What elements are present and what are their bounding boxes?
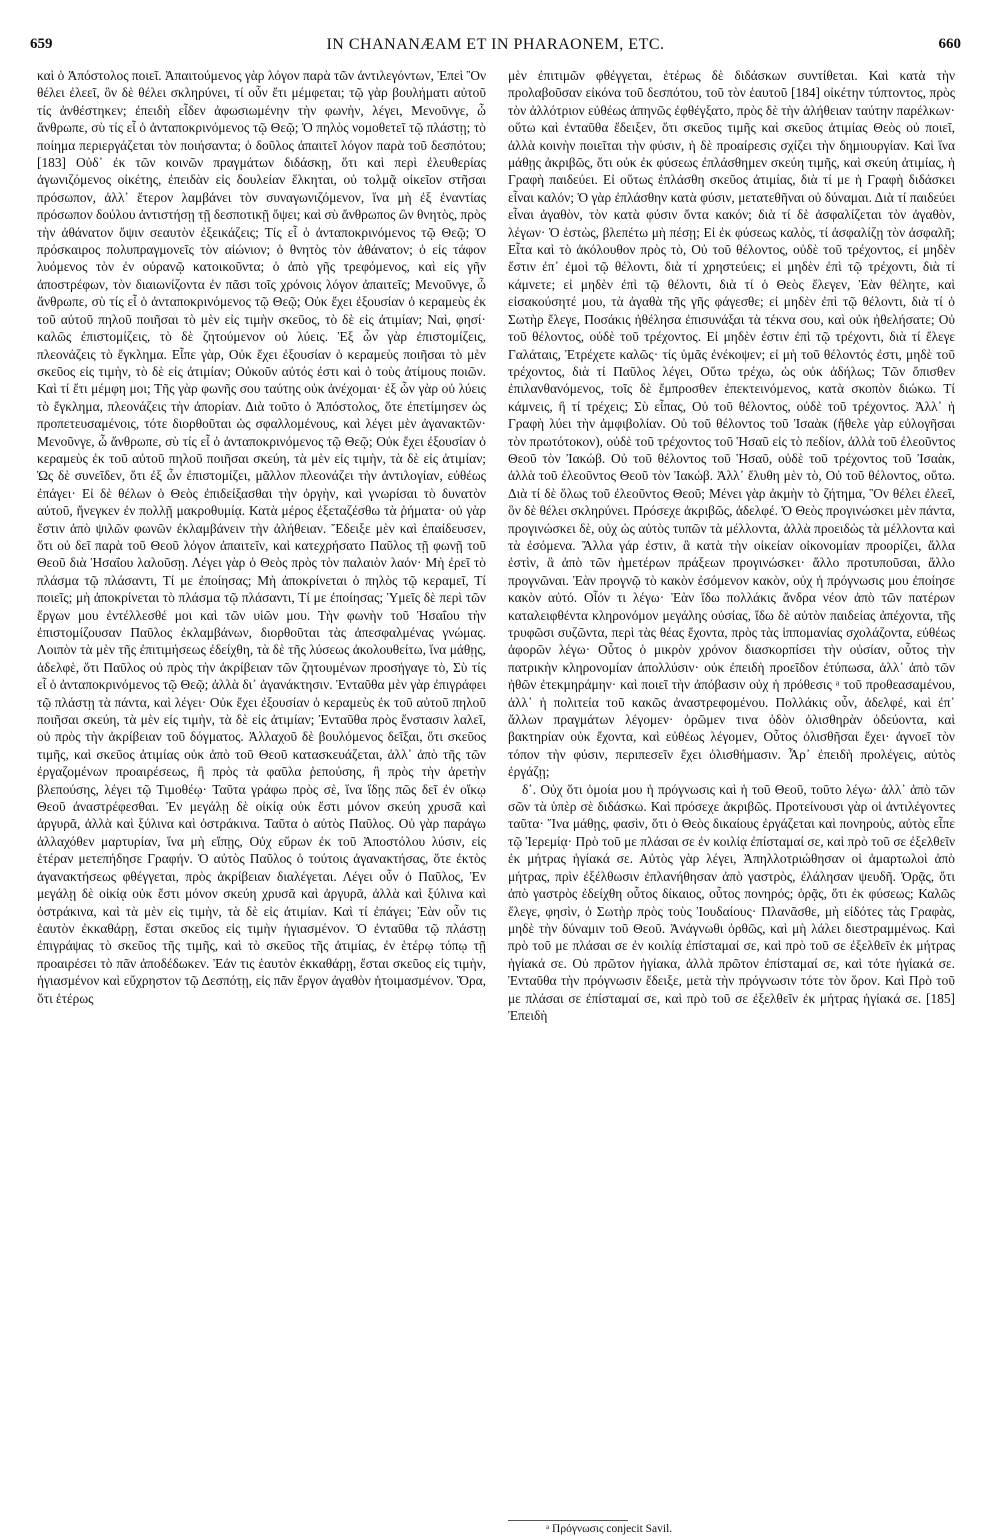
footnote-rule	[508, 1520, 628, 1521]
page-header	[30, 36, 961, 62]
left-column	[37, 67, 486, 1007]
page-number-right: 660	[938, 36, 961, 52]
right-column-paragraph: δ᾽. Οὐχ ὅτι ὁμοία μου ἡ πρόγνωσις καὶ ἡ τοῦ Θεοῦ, τοῦτο λέγω· ἀλλ᾽ ἀπὸ τῶν σῶν τὰ ὑπὲρ σὲ διδάσκω. Καὶ πρόσεχε ἀκριβῶς. Προτείνουσι γὰρ οἱ ἀντιλέγοντες ταῦτα· Ἵνα μάθῃς, φασὶν, ὅτι ὁ Θεὸς δικαίους ἐργάζεται καὶ πονηροὺς, αὐτὸς εἶπε τῷ Ἱερεμίᾳ· Πρὸ τοῦ με πλάσαι σε ἐν κοιλίᾳ ἐπίσταμαί σε, καὶ πρὸ τοῦ σε ἐξελθεῖν ἐκ μήτρας ἡγίακά σε. Αὐτὸς γὰρ λέγει, Ἀπηλλοτριώθησαν οἱ ἁμαρτωλοὶ ἀπὸ μήτρας, πρὶν ἐξέλθωσιν ἐπλανήθησαν ἀπὸ γαστρὸς, ἐλάλησαν ψευδῆ. Ὁρᾷς, ὅτι ἀπὸ γαστρὸς ἐδείχθη οὗτος δίκαιος, οὗτος πονηρός; ὁρᾷς, ὅτι ἐκ φύσεως; Καλῶς ἔλεγε, φησὶν, ὁ Σωτὴρ πρὸς τοὺς Ἰουδαίους· Πλανᾶσθε, μὴ εἰδότες τὰς Γραφὰς, μηδὲ τὴν δύναμιν τοῦ Θεοῦ. Ἀνάγνωθι ὀρθῶς, καὶ μὴ λάλει διεστραμμένως. Καὶ πρὸ τοῦ με πλάσαι σε ἐν κοιλίᾳ ἐπίσταμαί σε, καὶ πρὸ τοῦ σε ἐξελθεῖν ἐκ μήτρας ἡγίακά σε. Οὐ πρῶτον ἡγίακα, ἀλλὰ πρῶτον ἐπίσταμαί σε, καὶ τότε ἡγίακά σε. Ἐνταῦθα τὴν πρόγνωσιν ἔδειξε, μετὰ τὴν πρόγνωσιν τότε τὸν ὅρον. Καὶ Πρὸ τοῦ με πλάσαι σε ἐπίσταμαί σε, καὶ πρὸ τοῦ σε ἐξελθεῖν ἐκ μήτρας ἡγίακά σε. [185] Ἐπειδὴ	[508, 781, 955, 1023]
running-title: IN CHANANÆAM ET IN PHARAONEM, ETC.	[326, 36, 665, 53]
right-column	[508, 67, 955, 1024]
page-number-left: 659	[30, 36, 53, 52]
right-column-paragraph: μὲν ἐπιτιμῶν φθέγγεται, ἑτέρως δὲ διδάσκων συντίθεται. Καὶ κατὰ τὴν προλαβοῦσαν εἰκόνα τοῦ δεσπότου, τοῦ τὸν ἑαυτοῦ [184] οἰκέτην τύπτοντος, πρὸς τὸν ἀλλότριον εὐθέως ἀπηνῶς ἐφθέγξατο, πρὸς δὲ τὴν ἀλήθειαν ταύτην παρέλκων· οὕτω καὶ ἐνταῦθα ἔδειξεν, ὅτι σκεῦος τιμῆς καὶ σκεῦος ἀτιμίας Θεὸς οὐ ποιεῖ, ἀλλὰ κοινὴν ποιεῖται τὴν φύσιν, ἡ δὲ προαίρεσις σχίζει τὴν δημιουργίαν. Καὶ ἵνα μάθῃς ἀκριβῶς, ὅτι οὐκ ἐκ φύσεως ἐπλάσθημεν σκεύη τιμῆς, καὶ σκεύη ἀτιμίας, ἡ Γραφὴ παιδεύει. Εἰ οὕτως ἐπλάσθη σκεῦος ἀτιμίας, διὰ τί με ἡ Γραφὴ διδάσκει εἶναι καλόν; Ὁ γὰρ ἐπλάσθην κατὰ φύσιν, μετατεθῆναι οὐ δύναμαι. Διὰ τί παιδεύει εἶναι ἀγαθὸν, τὸν κατὰ φύσιν ὄντα κακόν; διὰ τί δὲ ἀσφαλίζεται τὸν ἀγαθὸν, λέγων· Ὁ ἑστὼς, βλεπέτω μὴ πέσῃ; Εἰ ἐκ φύσεως καλὸς, τί ἀσφαλίζῃ τὸν ἀσφαλῆ; Εἶτα καὶ τὸ ἀκόλουθον πρὸς τὸ, Οὐ τοῦ θέλοντος, οὐδὲ τοῦ τρέχοντος, εἰ μηδὲν ἔστιν ἐπ᾽ ἐμοὶ τῷ θέλοντι, διὰ τί χρηστεύεις; εἰ μηδὲν ἐπὶ τῷ τρέχοντι, διὰ τί κάμνετε; εἰ μηδὲν ἐπὶ τῷ θέλοντι, διὰ τί ὁ Θεὸς ἔλεγεν, Ἐὰν θέλητε, καὶ εἰσακούσητέ μου, τὰ ἀγαθὰ τῆς γῆς φάγεσθε; εἰ μηδὲν ἐπὶ τῷ θέλοντι, διὰ τί ὁ Σωτὴρ ἔλεγε, Ποσάκις ἠθέλησα ἐπισυνάξαι τὰ τέκνα σου, καὶ οὐκ ἠθελήσατε; Οὐ τοῦ θέλοντος, οὐδὲ τοῦ τρέχοντος. Εἰ μηδὲν ἐστιν ἐπὶ τῷ τρέχοντι, διὰ τί ἔλεγε Γαλάταις, Ἐτρέχετε καλῶς· τίς ὑμᾶς ἐνέκοψεν; εἰ μὴ τοῦ θέλοντός ἐστι, μηδὲ τοῦ τρέχοντος, διὰ τί Παῦλος λέγει, Οὕτω τρέχω, ὡς οὐκ ἀδήλως; Τῶν ὄπισθεν ἐπιλανθανόμενος, τοῖς δὲ ἔμπροσθεν ἐπεκτεινόμενος, κατὰ σκοπὸν διώκω. Τί κάμνεις, ἢ τί τρέχεις; Σὺ εἶπας, Οὐ τοῦ θέλοντος, οὐδὲ τοῦ τρέχοντος. Ἀλλ᾽ ἡ Γραφὴ λύει τὴν ἀμφιβολίαν. Οὐ τοῦ θέλοντος τοῦ Ἰσαὰκ (ἤθελε γὰρ εὐλογῆσαι τὸν πρωτότοκον), οὐδὲ τοῦ τρέχοντος τοῦ Ἡσαῦ εἰς τὸ πεδίον, ἀλλὰ τοῦ ἐλεοῦντος Θεοῦ τὸν Ἰακώβ. Οὐ τοῦ θέλοντος τοῦ Ἡσαῦ, οὐδὲ τοῦ τρέχοντος τοῦ Ἰσαὰκ, ἀλλὰ τοῦ ἐλεοῦντος Θεοῦ τὸν Ἰακώβ. Ἀλλ᾽ ἔλυθη μὲν τὸ, Οὐ τοῦ θέλοντος, οὕτω. Διὰ τί δὲ ὅλως τοῦ ἐλεοῦντος Θεοῦ; Μένει γὰρ ἀκμὴν τὸ ζήτημα, Ὃν θέλει ἐλεεῖ, ὃν δὲ θέλει σκληρύνει. Πρόσεχε ἀκριβῶς, ἀδελφέ. Ὁ Θεὸς προγινώσκει μὲν πάντα, προγινώσκει δὲ, οὐχ ὡς αὐτὸς τυπῶν τὰ μέλλοντα, ἀλλὰ προειδὼς τὰ μέλλοντα καὶ τὰ ἐσόμενα. Ἄλλα γάρ ἐστιν, ἃ κατὰ τὴν οἰκείαν οἰκονομίαν προορίζει, ἄλλα ἐστὶν, ἃ ἀπὸ τῶν ἡμετέρων πράξεων προγινώσκει· ἄλλο προτυποῦσαι, ἄλλο προγνῶναι. Ἐὰν προγνῷ τὸ κακὸν ἐσόμενον κακὸν, οὐχ ἡ πρόγνωσις μου ἐποίησε κακὸν αὐτό. Οἷόν τι λέγω· Ἐὰν ἴδω πολλάκις ἄνδρα νέον ἀπὸ τῶν πατέρων καταλειφθέντα κληρονόμον μεγάλης οὐσίας, ἴδω δὲ αὐτὸν παιδείας ἀπέχοντα, τῆς τρυφῶσι συζῶντα, περὶ τὰς θέας ἔχοντα, πρὸς τὰς ἱππομανίας σχολάζοντα, εὐθέως ἀφορῶν λέγω· Οὗτος ὁ μικρὸν χρόνον διασκορπίσει τὴν οὐσίαν, οὗτος τὴν πατρικὴν κληρονομίαν ἀπολλύσιν· οὐκ ἐπειδὴ προεῖδον ἐτύπωσα, ἀλλ᾽ ἀπὸ τῶν ἠθῶν ἐτεκμηράμην· καὶ ποιεῖ τὴν ἀπόβασιν οὐχ ἡ πρόθεσις ᵃ τοῦ προθεασαμένου, ἀλλ᾽ ἡ πολιτεία τοῦ κακῶς ἀναστρεφομένου. Πολλάκις οὖν, ἀδελφέ, καὶ ἐπ᾽ ἄλλων πραγμάτων λέγομεν· ὁρῶμεν τινα ὁδὸν ὀλισθηρὰν ὁδεύοντα, καὶ βακτηρίαν οὐκ ἔχοντα, καὶ εὐθέως λέγομεν, Οὗτος ὀλισθῆσαι ἔχει· ἀγνοεῖ τὸν τόπον τὴν φύσιν, περιπεσεῖν ἔχει ὀλισθήμασιν. Ἆρ᾽ ἐπειδὴ προλέγεις, αὐτὸς ἐργάζῃ;	[508, 68, 955, 780]
left-column-paragraph: καὶ ὁ Ἀπόστολος ποιεῖ. Ἀπαιτούμενος γὰρ λόγον παρὰ τῶν ἀντιλεγόντων, Ἐπεὶ Ὃν θέλει ἐλεεῖ, ὃν δὲ θέλει σκληρύνει, τί οὖν ἔτι μέμφεται; τῷ γὰρ βουλήματι αὐτοῦ τίς ἀνθέστηκεν; ἐπειδὴ εἶδεν ἀφωσιωμένην τὴν φωνὴν, λέγει, Μενοῦνγε, ὦ ἄνθρωπε, σὺ τίς εἶ ὁ ἀνταποκρινόμενος τῷ Θεῷ; Ὁ πηλὸς νομοθετεῖ τῷ πλάστῃ; τὸ ποίημα περιεργάζεται τὸν ποιήσαντα; ὁ δοῦλος ἀπαιτεῖ λόγον παρὰ τοῦ δεσπότου; [183] Οὐδ᾽ ἐκ τῶν κοινῶν πραγμάτων διδάσκῃ, ὅτι καὶ περὶ ἐλευθερίας ἀγωνιζόμενος οἰκέτης, ἐπειδὰν εἰς δουλείαν ἕλκηται, οὐ τολμᾷ οἰκεῖον στῆσαι πρόσωπον, ἀλλ᾽ ἕτερον λαμβάνει τὸν συναγωνιζόμενον, ἵνα μὴ ἐξ ἐναντίας πρόσωπον δούλου ἀντιστήσῃ τῇ δεσποτικῇ ὄψει; καὶ σὺ ἄνθρωπος ὢν θνητὸς, πρὸς τὴν ἀθάνατον ὄψιν σεαυτὸν ἐξεικάζεις; Τίς εἶ ὁ ἀνταποκρινόμενος τῷ Θεῷ; Ὁ πρόσκαιρος πολυπραγμονεῖς τὸν αἰώνιον; ὁ θνητὸς τὸν ἀθάνατον; ὁ εἰς τάφον λυόμενος τὸν ἐν οὐρανῷ κατοικοῦντα; ὁ ἀπὸ γῆς τρεφόμενος, καὶ εἰς γῆν ἀποστρέφων, τὸν διαιωνίζοντα ἐν πᾶσι τοῖς χρόνοις λόγον ἀπαιτεῖς; Μενοῦνγε, ὦ ἄνθρωπε, σὺ τίς εἶ ὁ ἀνταποκρινόμενος τῷ Θεῷ; Οὐκ ἔχει ἐξουσίαν ὁ κεραμεὺς ἐκ τοῦ αὐτοῦ πηλοῦ ποιῆσαι τὸ μὲν εἰς τιμὴν σκεῦος, τὸ δὲ εἰς ἀτιμίαν; Ναὶ, φησί· καλῶς ἐπιστομίζεις, τὸ δὲ ζητούμενον οὐ λύεις. Ἐξ ὧν γὰρ ἐπιστομίζεις, πλεονάζεις τὸ ἔγκλημα. Εἶπε γὰρ, Οὐκ ἔχει ἐξουσίαν ὁ κεραμεὺς ποιῆσαι τὸ μὲν σκεῦος εἰς τιμὴν, τὸ δὲ εἰς ἀτιμίαν; Οὐκοῦν αὐτός ἐστι καὶ ὁ τοὺς ἀτίμους ποιῶν. Καὶ τί ἔτι μέμφη μοι; Τῆς γὰρ φωνῆς σου ταύτης οὐκ ἀνέχομαι· ἐξ ὧν γὰρ οὐ λύεις τὸ ἔγκλημα, πλεονάζεις τὴν ἀπορίαν. Διὰ τοῦτο ὁ Ἀπόστολος, ὅτε ἐπετίμησεν ὡς προπετευσαμένοις, τότε διορθοῦται ὡς σφαλλομένους, καὶ λέγει μὲν ἀγανακτῶν· Μενοῦνγε, ὦ ἄνθρωπε, σὺ τίς εἶ ὁ ἀνταποκρινόμενος τῷ Θεῷ; Οὐκ ἔχει ἐξουσίαν ὁ κεραμεὺς ἐκ τοῦ αὐτοῦ πηλοῦ ποιῆσαι σκεύη, τὰ μὲν εἰς τιμὴν, τὰ δὲ εἰς ἀτιμίαν; Ὡς δὲ συνεῖδεν, ὅτι ἐξ ὧν ἐπιστομίζει, μᾶλλον πλεονάζει τὴν ἀντιλογίαν, εὐθέως ἐπάγει· Εἰ δὲ θέλων ὁ Θεὸς ἐπιδείξασθαι τὴν ὀργὴν, καὶ γνωρίσαι τὸ δυνατὸν αὐτοῦ, ἤνεγκεν ἐν πολλῇ μακροθυμίᾳ. Κατὰ μέρος ἐξεταζέσθω τὰ ῥήματα· οὐ γὰρ ἔστιν ἀπὸ ψιλῶν φωνῶν ἐκλαμβάνειν τὴν ἀλήθειαν. Ἔδειξε μὲν καὶ ἐπαίδευσεν, ὅτι οὐ δεῖ παρὰ τοῦ Θεοῦ λόγον ἀπαιτεῖν, καὶ κατεχρήσατο Παῦλος τῇ φωνῇ τοῦ Θεοῦ διὰ Ἡσαΐου λαλοῦσῃ. Λέγει γὰρ ὁ Θεὸς πρὸς τὸν παλαιὸν λαόν· Μὴ ἐρεῖ τὸ πλάσμα τῷ πλάσαντι, Τί με ἐποίησας; Μὴ ἀποκρίνεται ὁ πηλὸς τῷ κεραμεῖ, Τί ποιεῖς; μὴ ἀποκρίνεται τὸ πλάσμα τῷ πλάσαντι, Τί με ἐποίησας; Ὑμεῖς δὲ περὶ τῶν ἔργων μου ἐντέλλεσθέ μοι καὶ τῶν υἱῶν μου. Τὴν φωνὴν τοῦ Ἡσαΐου τὴν ἐπιστομίζουσαν Παῦλος ἐκλαμβάνων, διορθοῦται τὰς ἀπεσφαλμένας γνώμας. Λοιπὸν τὰ μὲν τῆς ἐπιτιμήσεως ἐδείχθη, τὰ δὲ τῆς λύσεως ἀκολουθείτω, ἵνα μάθῃς, ἀδελφὲ, ὅτι Παῦλος οὐ πρὸς τὴν ἀκρίβειαν τῶν ζητουμένων προσήγαγε τὸ, Σὺ τίς εἶ ὁ ἀνταποκρινόμενος τῷ Θεῷ; ἀλλὰ δι᾽ ἀγανάκτησιν. Ἐνταῦθα μὲν γὰρ ἐπιγράφει τῷ πλάστῃ τὰ πάντα, καὶ λέγει· Οὐκ ἔχει ἐξουσίαν ὁ κεραμεὺς ἐκ τοῦ αὐτοῦ πηλοῦ ποιῆσαι σκεύη, τὰ μὲν εἰς τιμὴν, τὰ δὲ εἰς ἀτιμίαν; Ἐνταῦθα πρὸς ἔνστασιν λαλεῖ, οὐ πρὸς τὴν ἀκρίβειαν τοῦ δόγματος. Ἀλλαχοῦ δὲ βουλόμενος δεῖξαι, ὅτι σκεῦος τιμῆς, καὶ σκεῦος ἀτιμίας οὐκ ἀπὸ τοῦ Θεοῦ κατασκευάζεται, ἀλλ᾽ ἀπὸ τῆς τῶν ἐργαζομένων προαιρέσεως, ἢ πρὸς τὰ φαῦλα ῥεπούσης, ἢ πρὸς τὴν ἀρετὴν βλεπούσης, λέγει τῷ Τιμοθέῳ· Ταῦτα γράφω πρὸς σὲ, ἵνα ἴδῃς πῶς δεῖ ἐν οἴκῳ Θεοῦ ἀναστρέφεσθαι. Ἐν μεγάλῃ δὲ οἰκίᾳ οὐκ ἔστι μόνον σκεύη χρυσᾶ καὶ ἀργυρᾶ, ἀλλὰ καὶ ξύλινα καὶ ὀστράκινα. Ταῦτα ὁ αὐτὸς Παῦλος. Οὐ γὰρ παράγω ἀλλαχόθεν μαρτυρίαν, ἵνα μὴ εἴπῃς, Οὐχ εὕρων ἐκ τοῦ Ἀποστόλου λύσιν, εἰς ἑτέραν μετεπήδησε Γραφήν. Ὁ αὐτὸς Παῦλος ὁ τούτοις ἀγανακτήσας, ὅτε ἐκτὸς ἀγανακτήσεως φθέγγεται, πρὸς ἀκρίβειαν διαλέγεται. Λέγει οὖν ὁ Παῦλος, Ἐν μεγάλῃ δὲ οἰκίᾳ οὐκ ἔστι μόνον σκεύη χρυσᾶ καὶ ἀργυρᾶ, ἀλλὰ καὶ ξύλινα καὶ ὀστράκινα, καὶ τὰ μὲν εἰς τιμὴν, τὰ δὲ εἰς ἀτιμίαν. Καὶ τί ἐπάγει; Ἐὰν οὖν τις ἑαυτὸν ἐκκαθάρῃ, ἔσται σκεῦος εἰς τιμὴν ἡγιασμένον. Ὁ ἐνταῦθα τῷ πλάστῃ ἐπιγράψας τὸ σκεῦος τῆς τιμῆς, καὶ τὸ σκεῦος τῆς ἀτιμίας, ἐν ἑτέρῳ τόπῳ τῇ προαιρέσει τὸ πᾶν ἀποδέδωκεν. Ἐάν τις ἑαυτὸν ἐκκαθάρῃ, ἔσται σκεῦος εἰς τιμὴν, ἡγιασμένον καὶ εὔχρηστον τῷ Δεσπότῃ, εἰς πᾶν ἔργον ἀγαθὸν ἡτοιμασμένον. Ὅρα, ὅτι ἑτέρως	[37, 68, 486, 1006]
footnote: ᵃ Πρόγνωσις conjecit Savil.	[546, 1523, 673, 1535]
